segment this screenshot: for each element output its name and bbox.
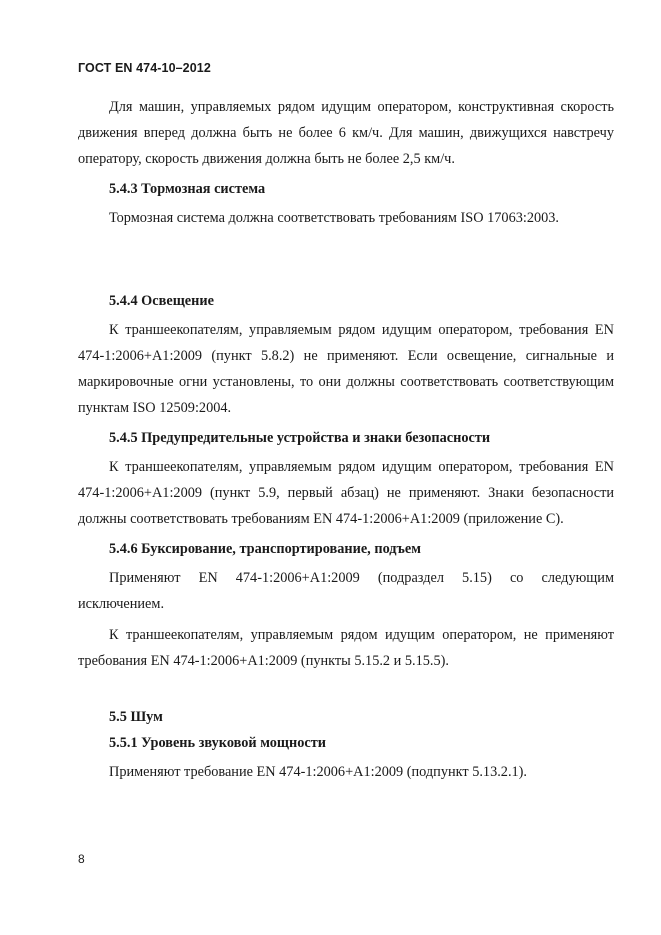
section-5-5-1-paragraph-1: Применяют требование EN 474-1:2006+A1:2009 (подпункт 5.13.2.1). <box>109 764 528 780</box>
section-5-4-6-paragraph-2: К траншеекопателям, управляемым рядом идущим оператором, не применяют требования EN 474-1:2006+A1:2009 (пункты 5.15.2 и 5.15.5). <box>78 627 614 669</box>
spacer <box>78 674 614 704</box>
section-heading-5-5: 5.5 Шум <box>109 709 163 725</box>
section-5-4-3-paragraph-1: Тормозная система должна соответствовать требованиям ISO 17063:2003. <box>109 210 560 226</box>
section-5-4-5-paragraph-1: К траншеекопателям, управляемым рядом идущим оператором, требования EN 474-1:2006+A1:2009 (пункт 5.9, первый абзац) не применяют. Знаки безопасности должны соответствовать требованиям EN 474-1:2006+A1:2009 (приложение С). <box>78 459 614 527</box>
page-number: 8 <box>78 852 85 866</box>
section-heading-5-4-4: 5.4.4 Освещение <box>109 293 214 309</box>
section-5-4-4-paragraph-1: К траншеекопателям, управляемым рядом идущим оператором, требования EN 474-1:2006+A1:2009 (пункт 5.8.2) не применяют. Если освещение, сигнальные и маркировочные огни установлены, то они должны соответствовать соответствующим пунктам ISO 12509:2004. <box>78 322 614 416</box>
section-5-4-6-paragraph-1: Применяют EN 474-1:2006+A1:2009 (подраздел 5.15) со следующим исключением. <box>78 570 614 612</box>
section-heading-5-4-5: 5.4.5 Предупредительные устройства и знаки безопасности <box>109 430 491 446</box>
spacer <box>78 231 614 288</box>
section-heading-5-5-1: 5.5.1 Уровень звуковой мощности <box>109 735 326 751</box>
document-body <box>78 94 614 785</box>
section-heading-5-4-6: 5.4.6 Буксирование, транспортирование, подъем <box>109 541 421 557</box>
document-header: ГОСТ EN 474-10–2012 <box>78 61 211 75</box>
section-heading-5-4-3: 5.4.3 Тормозная система <box>109 181 266 197</box>
intro-paragraph: Для машин, управляемых рядом идущим оператором, конструктивная скорость движения вперед должна быть не более 6 км/ч. Для машин, движущихся навстречу оператору, скорость движения должна быть не более 2,5 км/ч. <box>78 99 614 167</box>
